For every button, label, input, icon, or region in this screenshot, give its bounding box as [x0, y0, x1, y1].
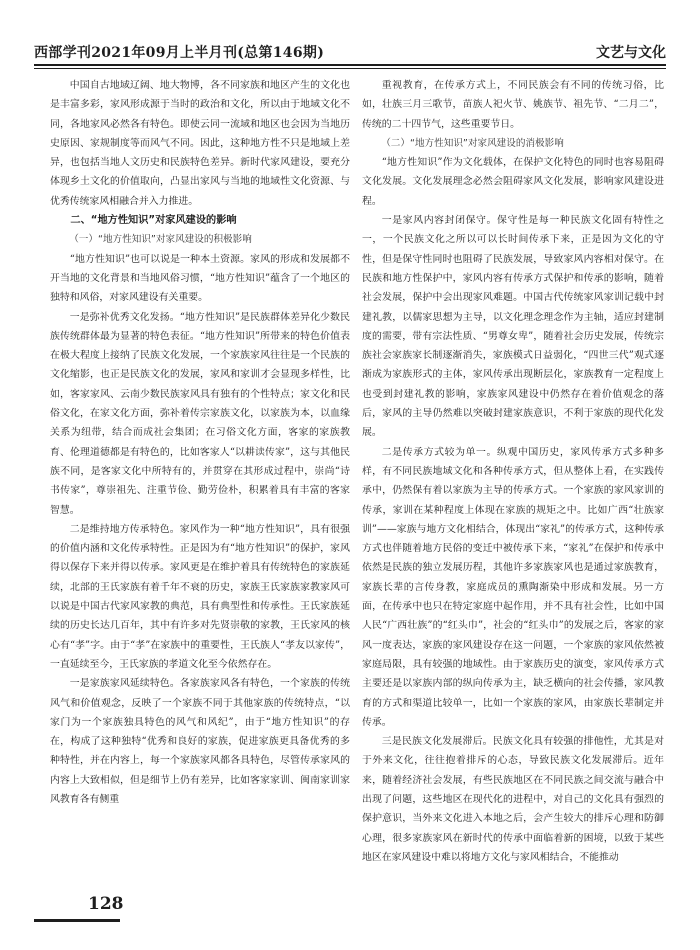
body-paragraph: “地方性知识”作为文化载体，在保护文化特色的同时也容易阻碍文化发展。文化发展理念必然会阻碍家风文化发展，影响家风建设进程。 — [362, 157, 664, 207]
header-rule-thick — [34, 64, 666, 66]
section-heading: 二、“地方性知识”对家风建设的影响 — [70, 215, 237, 227]
running-header — [34, 38, 666, 62]
journal-title: 西部学刊2021年09月上半月刊(总第146期) — [34, 45, 325, 61]
page-number: 128 — [88, 894, 124, 914]
right-column — [362, 76, 664, 888]
left-column — [50, 76, 350, 888]
body-paragraph: 一是弥补优秀文化发扬。“地方性知识”是民族群体差异化少数民族传统群体最为显著的特色表征。“地方性知识”所带来的特色价值表在极大程度上接纳了民族文化发展，一个家族家风往往是一个民族的文化缩影，也正是民族文化的发展，家风和家训才会显现多样性，比如，客家家风、云南少数民族家风具有独有的个性特点；家文化和民俗文化，在家文化方面，弥补着传宗家族文化，以家族为本，以血缘关系为纽带，结合而成社会集团；在习俗文化方面，客家的家族教育、伦理道德都是有特色的，比如客家人“以耕读传家”，这与其他民族不同，是客家文化中所特有的，并贯穿在其形成过程中，崇尚“诗书传家”，尊崇祖先、注重节俭、勤劳俭朴，积累着具有丰富的客家智慧。 — [50, 311, 350, 516]
body-paragraph: 一是家族家风延续特色。各家族家风各有特色，一个家族的传统风气和价值观念，反映了一个家族不同于其他家族的传统特点，“以家门为一个家族独具特色的风气和风纪”，由于“地方性知识”的存在，构成了这种独特“优秀和良好的家族，促进家族更具备优秀的多种特性，并在内容上，每一个家族家风都各具特色，尽管传承家风的内容上大致相似，但是细节上仍有差异，比如客家家训、闽南家训家风教育各有侧重 — [50, 678, 350, 805]
body-paragraph: 二是传承方式较为单一。纵观中国历史，家风传承方式多种多样，有不同民族地域文化和各种传承方式，但从整体上看，在实践传承中，仍然保有着以家族为主导的传承方式。一个家族的家风家训的传承，家训在某种程度上体现在家族的规矩之中。比如广西“壮族家训”——家族与地方文化相结合，体现出“家礼”的传承方式，这种传承方式也伴随着地方民俗的变迁中被传承下来，“家礼”在保护和传承中依然是民族的独立发展历程，其他许多家族家风也是通过家族教育，家族长辈的言传身教，家庭成员的熏陶渐染中形成和发展。另一方面，在传承中也只在特定家庭中起作用，并不具有社会性，比如中国人民“广西壮族”的“红头巾”，社会的“红头巾”的发展之后，客家的家风一度表达，家族的家风建设存在这一问题，一个家族的家风依然被家庭局限，具有较强的地域性。由于家族历史的演变，家风传承方式主要还是以家族内部的纵向传承为主，缺乏横向的社会传播，家风教育的方式和渠道比较单一，比如一个家族的家风，由家族长辈制定并传承。 — [362, 446, 664, 728]
body-paragraph: “地方性知识”也可以说是一种本土资源。家风的形成和发展都不开当地的文化背景和当地风俗习惯，“地方性知识”蕴含了一个地区的独特和风俗，对家风建设有关重要。 — [50, 253, 350, 304]
section-title: 文艺与文化 — [596, 45, 666, 61]
body-paragraph: 重视教育，在传承方式上，不同民族会有不同的传统习俗，比如，壮族三月三歌节，苗族人祀火节、姚族节、祖先节、“二月二”，传统的二十四节气，这些重要节日。 — [362, 80, 664, 130]
page-number-bar — [34, 919, 120, 922]
body-paragraph: 二是维持地方传承特色。家风作为一种“地方性知识”，具有很强的价值内涵和文化传承特性。正是因为有“地方性知识”的保护，家风得以保存下来并得以传承。家风更是在维护着具有传统特色的家族延续，北部的王氏家族有着千年不衰的历史，家族王氏家族家教家风可以说是中国古代家风家教的典范，具有典型性和传承性。王氏家族延续的历史长达几百年，其中有许多对先贤崇敬的家教，王氏家风的核心有“孝”字。由于“孝”在家族中的重要性，王氏族人“孝友以家传”，一直延续至今，王氏家族的孝道文化至今依然存在。 — [50, 523, 350, 670]
body-paragraph: 中国自古地域辽阔、地大物博，各不同家族和地区产生的文化也是丰富多彩，家风形成源于当时的政治和文化，所以由于地域文化不同，各地家风必然各有特色。即使云同一流域和地区也会因为当地历史原因、家规制度等而风气不同。因此，这种地方性不只是地域上差异，也包括当地人文历史和民族特色差异。新时代家风建设，要充分体现乡土文化的价值取向，凸显出家风与当地的地域性文化资源、与优秀传统家风相融合并入力推进。 — [50, 80, 350, 207]
header-rule-thin — [34, 68, 666, 69]
subsection-heading: （一）“地方性知识”对家风建设的积极影响 — [69, 234, 252, 246]
subsection-heading: （二）“地方性知识”对家风建设的消极影响 — [381, 137, 564, 149]
body-paragraph: 三是民族文化发展滞后。民族文化具有较强的排他性，尤其是对于外来文化，往往抱着排斥的心态，导致民族文化发展滞后。近年来，随着经济社会发展，有些民族地区在不同民族之间交流与融合中出现了问题，这些地区在现代化的进程中，对自己的文化具有强烈的保护意识，当外来文化进入本地之后，会产生较大的排斥心理和防御心理，很多家族家风在新时代的传承中面临着新的困境，以致于某些地区在家风建设中难以将地方文化与家风相结合，不能推动 — [362, 736, 664, 863]
body-paragraph: 一是家风内容封闭保守。保守性是每一种民族文化固有特性之一，一个民族文化之所以可以长时间传承下来，正是因为文化的守性，但是保守性同时也阻碍了民族发展，导致家风内容相对保守。在民族和地方性保护中，家风内容有传承方式保护和传承的影响，随着社会发展，保护中会出现家风难题。中国古代传统家风家训记载中封建礼教，以儒家思想为主导，以文化理念理念作为主轴，适应封建制度的需要，带有宗法性质、“男尊女卑”，随着社会历史发展，传统宗族社会家族家长制逐渐消失，家族模式日益弱化，“四世三代”观式逐渐成为家族形式的主体，家风传承出现断层化，家族教育一定程度上也受到封建礼教的影响，家族家风建设中仍然存在着价值观念的落后，家风的主导仍然难以突破封建家族意识，不利于家族的现代化发展。 — [362, 215, 664, 439]
